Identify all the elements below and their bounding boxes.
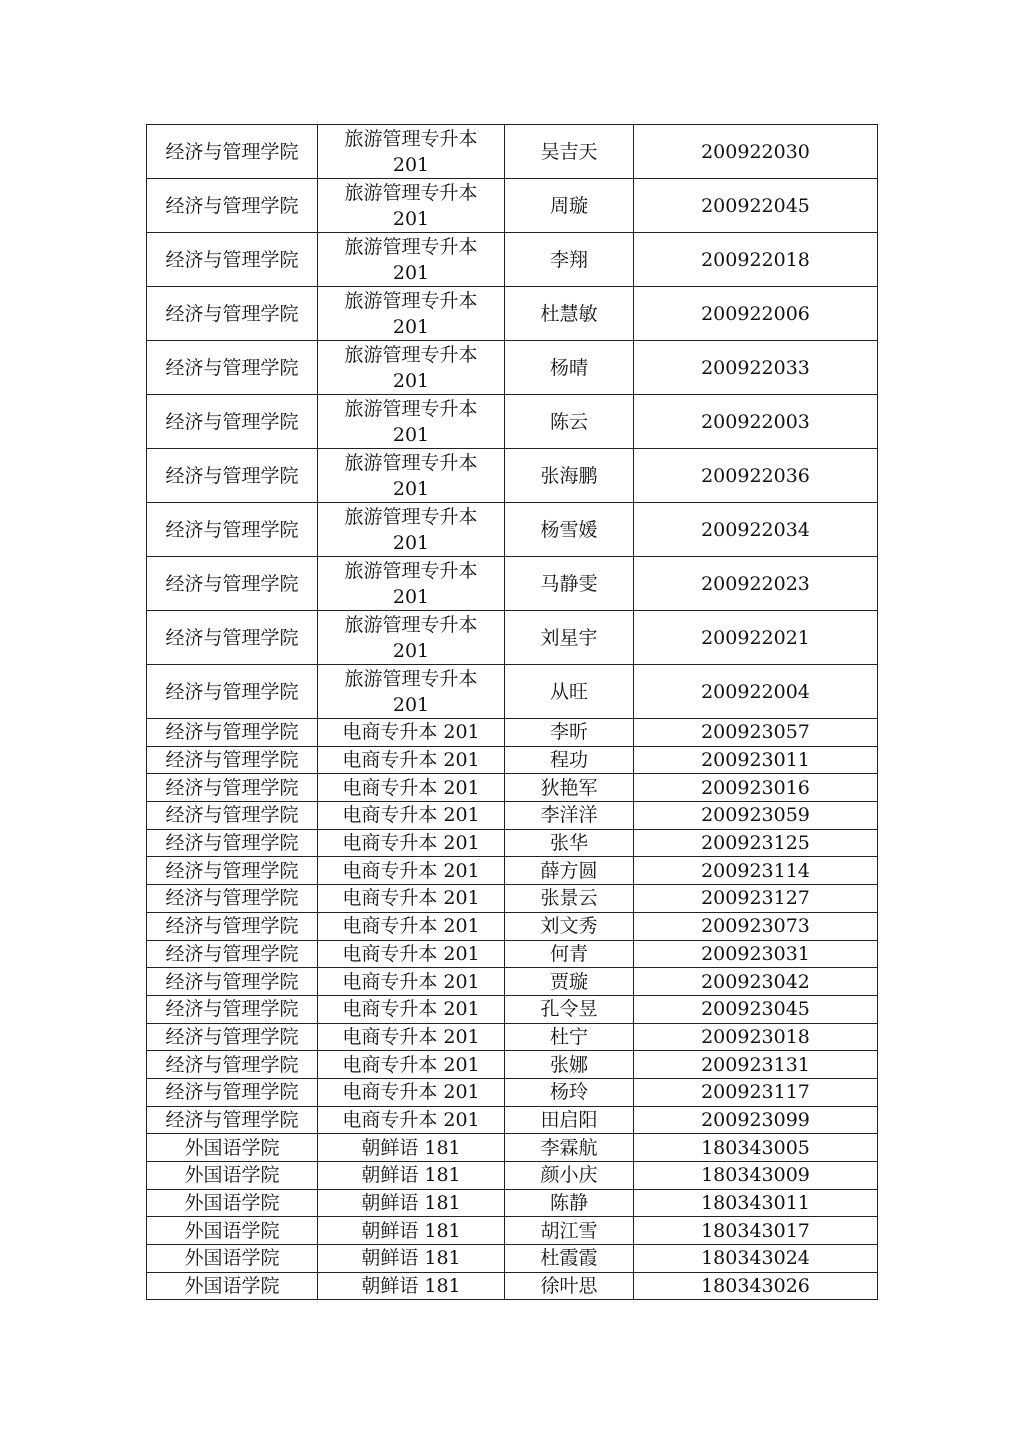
student-name-cell: 杜慧敏 <box>505 287 634 341</box>
student-id-cell: 200923114 <box>634 857 878 885</box>
student-id-cell: 200923059 <box>634 802 878 830</box>
student-name-cell: 张海鹏 <box>505 449 634 503</box>
class-cell <box>318 1189 505 1217</box>
student-name-cell: 刘文秀 <box>505 912 634 940</box>
student-name-cell: 李昕 <box>505 719 634 747</box>
student-id-cell: 200923099 <box>634 1106 878 1134</box>
table-row <box>147 503 878 557</box>
student-name-cell: 马静雯 <box>505 557 634 611</box>
student-id-cell: 180343011 <box>634 1189 878 1217</box>
class-cell <box>318 611 505 665</box>
class-name-line: 电商专升本 201 <box>342 970 480 993</box>
table-row <box>147 341 878 395</box>
student-name-cell: 杨雪媛 <box>505 503 634 557</box>
class-cell <box>318 1162 505 1190</box>
class-number-line: 201 <box>392 693 430 716</box>
college-cell: 经济与管理学院 <box>147 503 318 557</box>
table-row <box>147 395 878 449</box>
class-number-line: 201 <box>392 423 430 446</box>
college-cell: 经济与管理学院 <box>147 774 318 802</box>
class-number-line: 201 <box>392 639 430 662</box>
student-name-cell: 颜小庆 <box>505 1162 634 1190</box>
table-row <box>147 665 878 719</box>
class-cell <box>318 503 505 557</box>
student-id-cell: 200923031 <box>634 940 878 968</box>
roster-body <box>147 125 878 1300</box>
class-cell <box>318 719 505 747</box>
student-id-cell: 200923127 <box>634 885 878 913</box>
class-number-line: 201 <box>392 153 430 176</box>
table-row <box>147 802 878 830</box>
table-row <box>147 1051 878 1079</box>
class-name-line: 电商专升本 201 <box>342 942 480 965</box>
class-number-line: 201 <box>392 477 430 500</box>
class-cell <box>318 1078 505 1106</box>
class-cell <box>318 233 505 287</box>
student-id-cell: 180343026 <box>634 1272 878 1300</box>
table-row <box>147 774 878 802</box>
class-name-line: 朝鲜语 181 <box>361 1164 461 1187</box>
class-name-line: 电商专升本 201 <box>342 1053 480 1076</box>
table-row <box>147 125 878 179</box>
class-name-line: 电商专升本 201 <box>342 1108 480 1131</box>
college-cell: 经济与管理学院 <box>147 1106 318 1134</box>
student-id-cell: 200922034 <box>634 503 878 557</box>
student-id-cell: 200923057 <box>634 719 878 747</box>
college-cell: 经济与管理学院 <box>147 125 318 179</box>
class-name-line: 旅游管理专升本 <box>344 667 478 690</box>
table-row <box>147 557 878 611</box>
student-id-cell: 200922006 <box>634 287 878 341</box>
student-id-cell: 180343017 <box>634 1217 878 1245</box>
college-cell: 外国语学院 <box>147 1162 318 1190</box>
table-row <box>147 940 878 968</box>
college-cell: 经济与管理学院 <box>147 719 318 747</box>
student-name-cell: 贾璇 <box>505 968 634 996</box>
student-roster-table <box>146 124 878 1300</box>
class-cell <box>318 829 505 857</box>
student-name-cell: 杨玲 <box>505 1078 634 1106</box>
student-name-cell: 何青 <box>505 940 634 968</box>
class-name-line: 电商专升本 201 <box>342 1025 480 1048</box>
student-id-cell: 200923011 <box>634 746 878 774</box>
class-cell <box>318 1134 505 1162</box>
student-name-cell: 张景云 <box>505 885 634 913</box>
table-row <box>147 611 878 665</box>
class-cell <box>318 1106 505 1134</box>
class-name-line: 旅游管理专升本 <box>344 127 478 150</box>
class-cell <box>318 968 505 996</box>
class-name-line: 朝鲜语 181 <box>361 1247 461 1270</box>
class-name-line: 旅游管理专升本 <box>344 397 478 420</box>
college-cell: 经济与管理学院 <box>147 611 318 665</box>
student-id-cell: 180343024 <box>634 1245 878 1273</box>
student-name-cell: 杜宁 <box>505 1023 634 1051</box>
table-row <box>147 968 878 996</box>
class-name-line: 旅游管理专升本 <box>344 181 478 204</box>
class-name-line: 电商专升本 201 <box>342 887 480 910</box>
class-name-line: 朝鲜语 181 <box>361 1275 461 1298</box>
student-name-cell: 程功 <box>505 746 634 774</box>
college-cell: 经济与管理学院 <box>147 829 318 857</box>
class-name-line: 旅游管理专升本 <box>344 613 478 636</box>
college-cell: 经济与管理学院 <box>147 1051 318 1079</box>
student-name-cell: 李洋洋 <box>505 802 634 830</box>
college-cell: 经济与管理学院 <box>147 557 318 611</box>
class-cell <box>318 449 505 503</box>
college-cell: 经济与管理学院 <box>147 968 318 996</box>
college-cell: 经济与管理学院 <box>147 1078 318 1106</box>
class-cell <box>318 995 505 1023</box>
class-cell <box>318 802 505 830</box>
college-cell: 经济与管理学院 <box>147 1023 318 1051</box>
student-name-cell: 田启阳 <box>505 1106 634 1134</box>
student-id-cell: 200923117 <box>634 1078 878 1106</box>
student-name-cell: 李霖航 <box>505 1134 634 1162</box>
student-id-cell: 200922036 <box>634 449 878 503</box>
student-id-cell: 200922023 <box>634 557 878 611</box>
table-row <box>147 1245 878 1273</box>
class-cell <box>318 774 505 802</box>
table-row <box>147 1189 878 1217</box>
class-number-line: 201 <box>392 369 430 392</box>
college-cell: 经济与管理学院 <box>147 802 318 830</box>
student-name-cell: 杨晴 <box>505 341 634 395</box>
table-row <box>147 1134 878 1162</box>
class-name-line: 电商专升本 201 <box>342 832 480 855</box>
class-name-line: 电商专升本 201 <box>342 749 480 772</box>
class-name-line: 电商专升本 201 <box>342 915 480 938</box>
college-cell: 经济与管理学院 <box>147 287 318 341</box>
class-cell <box>318 940 505 968</box>
class-name-line: 旅游管理专升本 <box>344 235 478 258</box>
table-row <box>147 829 878 857</box>
table-row <box>147 995 878 1023</box>
class-cell <box>318 1272 505 1300</box>
student-id-cell: 200922003 <box>634 395 878 449</box>
class-number-line: 201 <box>392 585 430 608</box>
class-cell <box>318 557 505 611</box>
table-row <box>147 233 878 287</box>
student-id-cell: 200923045 <box>634 995 878 1023</box>
class-cell <box>318 746 505 774</box>
student-name-cell: 张华 <box>505 829 634 857</box>
class-name-line: 旅游管理专升本 <box>344 289 478 312</box>
table-row <box>147 719 878 747</box>
college-cell: 经济与管理学院 <box>147 395 318 449</box>
student-id-cell: 200923018 <box>634 1023 878 1051</box>
student-name-cell: 胡江雪 <box>505 1217 634 1245</box>
class-name-line: 旅游管理专升本 <box>344 343 478 366</box>
class-cell <box>318 395 505 449</box>
college-cell: 经济与管理学院 <box>147 341 318 395</box>
student-name-cell: 周璇 <box>505 179 634 233</box>
student-id-cell: 200922018 <box>634 233 878 287</box>
student-id-cell: 200923131 <box>634 1051 878 1079</box>
class-name-line: 电商专升本 201 <box>342 1081 480 1104</box>
table-row <box>147 287 878 341</box>
student-id-cell: 200922033 <box>634 341 878 395</box>
class-name-line: 电商专升本 201 <box>342 859 480 882</box>
student-name-cell: 张娜 <box>505 1051 634 1079</box>
class-name-line: 电商专升本 201 <box>342 998 480 1021</box>
student-id-cell: 200922045 <box>634 179 878 233</box>
table-row <box>147 1078 878 1106</box>
table-row <box>147 885 878 913</box>
student-name-cell: 徐叶思 <box>505 1272 634 1300</box>
class-name-line: 朝鲜语 181 <box>361 1136 461 1159</box>
college-cell: 经济与管理学院 <box>147 912 318 940</box>
student-id-cell: 200922030 <box>634 125 878 179</box>
student-name-cell: 刘星宇 <box>505 611 634 665</box>
student-name-cell: 陈云 <box>505 395 634 449</box>
college-cell: 经济与管理学院 <box>147 857 318 885</box>
class-name-line: 电商专升本 201 <box>342 776 480 799</box>
table-row <box>147 1162 878 1190</box>
college-cell: 外国语学院 <box>147 1245 318 1273</box>
table-row <box>147 1217 878 1245</box>
table-row <box>147 449 878 503</box>
student-name-cell: 杜霞霞 <box>505 1245 634 1273</box>
class-cell <box>318 1051 505 1079</box>
table-row <box>147 746 878 774</box>
college-cell: 经济与管理学院 <box>147 665 318 719</box>
student-id-cell: 200923016 <box>634 774 878 802</box>
class-cell <box>318 912 505 940</box>
class-cell <box>318 1217 505 1245</box>
student-name-cell: 孔令昱 <box>505 995 634 1023</box>
class-cell <box>318 1245 505 1273</box>
class-name-line: 电商专升本 201 <box>342 804 480 827</box>
college-cell: 经济与管理学院 <box>147 940 318 968</box>
table-row <box>147 179 878 233</box>
class-cell <box>318 179 505 233</box>
class-name-line: 电商专升本 201 <box>342 721 480 744</box>
student-id-cell: 180343009 <box>634 1162 878 1190</box>
table-row <box>147 1023 878 1051</box>
class-cell <box>318 665 505 719</box>
student-id-cell: 200923042 <box>634 968 878 996</box>
table-row <box>147 1106 878 1134</box>
table-row <box>147 857 878 885</box>
class-name-line: 旅游管理专升本 <box>344 451 478 474</box>
college-cell: 经济与管理学院 <box>147 449 318 503</box>
class-name-line: 旅游管理专升本 <box>344 505 478 528</box>
class-name-line: 朝鲜语 181 <box>361 1219 461 1242</box>
class-cell <box>318 1023 505 1051</box>
class-number-line: 201 <box>392 315 430 338</box>
college-cell: 外国语学院 <box>147 1189 318 1217</box>
class-cell <box>318 857 505 885</box>
class-cell <box>318 341 505 395</box>
student-name-cell: 李翔 <box>505 233 634 287</box>
student-id-cell: 180343005 <box>634 1134 878 1162</box>
student-id-cell: 200923125 <box>634 829 878 857</box>
college-cell: 经济与管理学院 <box>147 233 318 287</box>
student-name-cell: 从旺 <box>505 665 634 719</box>
class-name-line: 旅游管理专升本 <box>344 559 478 582</box>
college-cell: 外国语学院 <box>147 1134 318 1162</box>
student-name-cell: 陈静 <box>505 1189 634 1217</box>
class-number-line: 201 <box>392 261 430 284</box>
student-id-cell: 200922021 <box>634 611 878 665</box>
class-cell <box>318 125 505 179</box>
college-cell: 经济与管理学院 <box>147 885 318 913</box>
class-cell <box>318 287 505 341</box>
student-id-cell: 200923073 <box>634 912 878 940</box>
class-number-line: 201 <box>392 531 430 554</box>
class-name-line: 朝鲜语 181 <box>361 1192 461 1215</box>
student-id-cell: 200922004 <box>634 665 878 719</box>
class-cell <box>318 885 505 913</box>
student-name-cell: 狄艳军 <box>505 774 634 802</box>
college-cell: 经济与管理学院 <box>147 746 318 774</box>
college-cell: 外国语学院 <box>147 1272 318 1300</box>
college-cell: 经济与管理学院 <box>147 995 318 1023</box>
college-cell: 外国语学院 <box>147 1217 318 1245</box>
table-row <box>147 912 878 940</box>
table-row <box>147 1272 878 1300</box>
student-name-cell: 吴吉天 <box>505 125 634 179</box>
class-number-line: 201 <box>392 207 430 230</box>
college-cell: 经济与管理学院 <box>147 179 318 233</box>
student-name-cell: 薛方圆 <box>505 857 634 885</box>
